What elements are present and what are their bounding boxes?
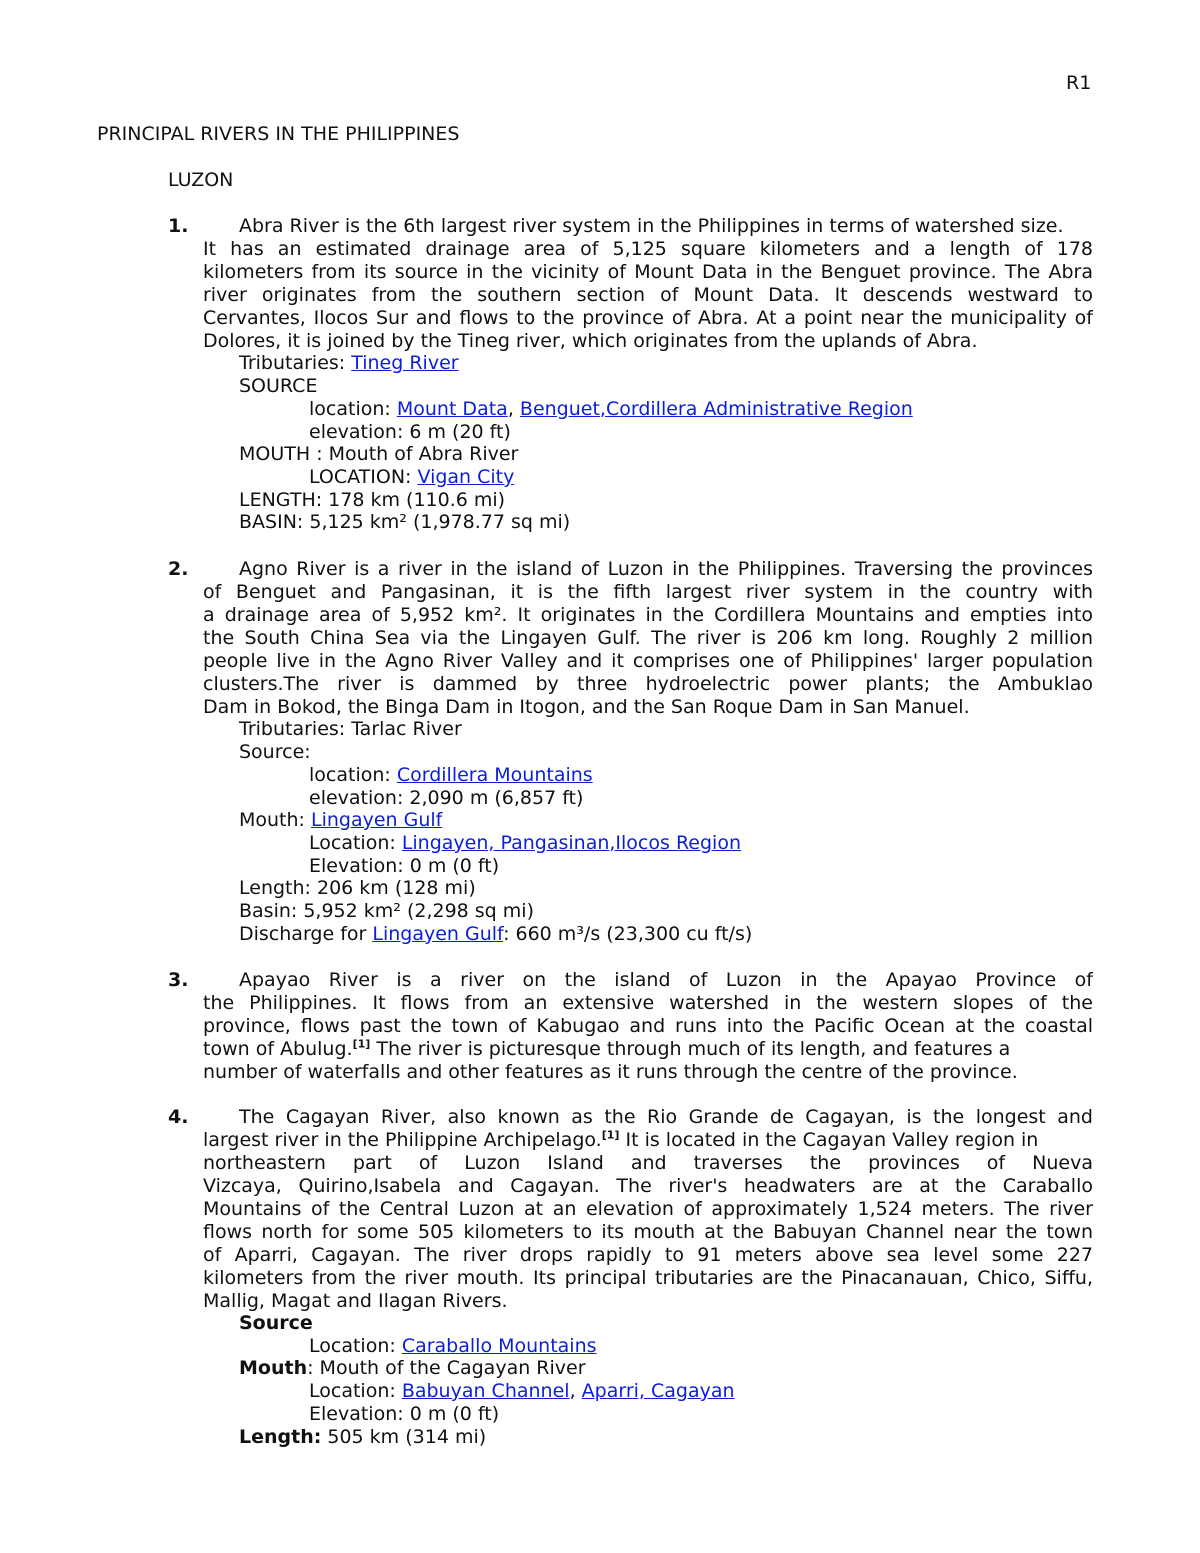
location-label: Location: bbox=[309, 832, 402, 854]
paragraph-line: kilometers from its source in the vicinity of Mount Data in the Benguet province. The Abra bbox=[203, 261, 1093, 283]
item-number: 3. bbox=[168, 969, 189, 991]
paragraph-line: It has an estimated drainage area of 5,125 square kilometers and a length of 178 bbox=[203, 238, 1093, 260]
paragraph-line: Vizcaya, Quirino,Isabela and Cagayan. The river's headwaters are at the Caraballo bbox=[203, 1175, 1093, 1197]
paragraph-line: Dolores, it is joined by the Tineg river, which originates from the uplands of Abra. bbox=[203, 330, 978, 352]
location-label: Location: bbox=[309, 1380, 402, 1402]
mouth-row bbox=[239, 809, 442, 832]
mouth-location-row bbox=[309, 466, 514, 489]
paragraph-line: flows north for some 505 kilometers to its mouth at the Babuyan Channel near the town bbox=[203, 1221, 1093, 1243]
document-title: PRINCIPAL RIVERS IN THE PHILIPPINES bbox=[97, 123, 460, 145]
paragraph-line: number of waterfalls and other features as it runs through the centre of the province. bbox=[203, 1061, 1018, 1083]
source-location-row bbox=[309, 398, 913, 421]
source-elevation: elevation: 2,090 m (6,857 ft) bbox=[309, 787, 584, 809]
paragraph-line: Agno River is a river in the island of Luzon in the Philippines. Traversing the provinces bbox=[239, 558, 1093, 580]
paragraph-line: of Benguet and Pangasinan, it is the fifth largest river system in the country with bbox=[203, 581, 1093, 603]
paragraph-line: Mountains of the Central Luzon at an elevation of approximately 1,524 meters. The river bbox=[203, 1198, 1093, 1220]
source-label: Source: bbox=[239, 741, 311, 763]
separator: , bbox=[599, 398, 606, 420]
paragraph-line: Abra River is the 6th largest river system in the Philippines in terms of watershed size. bbox=[239, 215, 1064, 237]
mouth-location-row bbox=[309, 1380, 735, 1403]
paragraph-line: northeastern part of Luzon Island and traverses the provinces of Nueva bbox=[203, 1152, 1093, 1174]
discharge-label: Discharge for bbox=[239, 923, 373, 945]
source-label: Source bbox=[239, 1312, 313, 1334]
length-label: Length: bbox=[239, 1426, 322, 1448]
paragraph-line: kilometers from the river mouth. Its principal tributaries are the Pinacanauan, Chico, Siffu, bbox=[203, 1267, 1093, 1289]
car-link[interactable]: Cordillera Administrative Region bbox=[605, 398, 913, 420]
aparri-cagayan-link[interactable]: Aparri, Cagayan bbox=[581, 1380, 735, 1402]
mouth-label: Mouth: bbox=[239, 809, 311, 831]
paragraph-line: the Philippines. It flows from an extensive watershed in the western slopes of the bbox=[203, 992, 1093, 1014]
paragraph-line: Dam in Bokod, the Binga Dam in Itogon, and the San Roque Dam in San Manuel. bbox=[203, 696, 970, 718]
footnote-ref[interactable]: [1] bbox=[352, 1037, 371, 1051]
vigan-city-link[interactable]: Vigan City bbox=[417, 466, 515, 488]
separator: , bbox=[507, 398, 520, 420]
paragraph-line: Mallig, Magat and Ilagan Rivers. bbox=[203, 1290, 508, 1312]
mouth-label: Mouth bbox=[239, 1357, 308, 1379]
mouth-value: : Mouth of the Cagayan River bbox=[307, 1357, 586, 1379]
paragraph-line: province, flows past the town of Kabugao and runs into the Pacific Ocean at the coastal bbox=[203, 1015, 1093, 1037]
item-number: 4. bbox=[168, 1106, 189, 1128]
ilocos-region-link[interactable]: Ilocos Region bbox=[615, 832, 741, 854]
paragraph-line: a drainage area of 5,952 km². It originates in the Cordillera Mountains and empties into bbox=[203, 604, 1093, 626]
location-label: Location: bbox=[309, 1335, 402, 1357]
region-heading: LUZON bbox=[168, 169, 234, 191]
basin-row: Basin: 5,952 km² (2,298 sq mi) bbox=[239, 900, 534, 922]
tributaries-row bbox=[239, 352, 459, 375]
lingayen-gulf-link[interactable]: Lingayen Gulf bbox=[311, 809, 443, 831]
paragraph-line: river originates from the southern section of Mount Data. It descends westward to bbox=[203, 284, 1093, 306]
mouth-location-row bbox=[309, 832, 741, 855]
item-number: 1. bbox=[168, 215, 189, 237]
paragraph-line: Apayao River is a river on the island of Luzon in the Apayao Province of bbox=[239, 969, 1093, 991]
source-elevation: elevation: 6 m (20 ft) bbox=[309, 421, 511, 443]
babuyan-channel-link[interactable]: Babuyan Channel bbox=[401, 1380, 570, 1402]
paragraph-line bbox=[203, 1038, 1010, 1061]
paragraph-line: The Cagayan River, also known as the Rio Grande de Cagayan, is the longest and bbox=[239, 1106, 1093, 1128]
page-mark: R1 bbox=[1066, 72, 1092, 94]
length-row bbox=[239, 1426, 486, 1449]
paragraph-line bbox=[203, 1129, 1038, 1152]
mouth-row bbox=[239, 1357, 586, 1380]
source-location-row bbox=[309, 1335, 597, 1358]
length-value: 505 km (314 mi) bbox=[321, 1426, 487, 1448]
length-row: LENGTH: 178 km (110.6 mi) bbox=[239, 489, 506, 511]
separator: , bbox=[569, 1380, 582, 1402]
line-text: largest river in the Philippine Archipelago. bbox=[203, 1129, 602, 1151]
discharge-value: : 660 m³/s (23,300 cu ft/s) bbox=[503, 923, 753, 945]
tributaries-row: Tributaries: Tarlac River bbox=[239, 718, 462, 740]
tributaries-label: Tributaries: bbox=[239, 352, 352, 374]
lingayen-gulf-link[interactable]: Lingayen Gulf bbox=[372, 923, 504, 945]
paragraph-line: people live in the Agno River Valley and it comprises one of Philippines' larger population bbox=[203, 650, 1093, 672]
basin-row: BASIN: 5,125 km² (1,978.77 sq mi) bbox=[239, 511, 571, 533]
tineg-river-link[interactable]: Tineg River bbox=[351, 352, 459, 374]
benguet-link[interactable]: Benguet bbox=[519, 398, 600, 420]
source-label: SOURCE bbox=[239, 375, 318, 397]
length-row: Length: 206 km (128 mi) bbox=[239, 877, 476, 899]
item-number: 2. bbox=[168, 558, 189, 580]
paragraph-line: the South China Sea via the Lingayen Gulf. The river is 206 km long. Roughly 2 million bbox=[203, 627, 1093, 649]
line-text: The river is picturesque through much of its length, and features a bbox=[370, 1038, 1011, 1060]
paragraph-line: Cervantes, Ilocos Sur and flows to the province of Abra. At a point near the municipality of bbox=[203, 307, 1093, 329]
location-label: location: bbox=[309, 764, 397, 786]
paragraph-line: clusters.The river is dammed by three hydroelectric power plants; the Ambuklao bbox=[203, 673, 1093, 695]
lingayen-pangasinan-link[interactable]: Lingayen, Pangasinan bbox=[401, 832, 610, 854]
source-location-row bbox=[309, 764, 593, 787]
mount-data-link[interactable]: Mount Data bbox=[396, 398, 508, 420]
caraballo-mountains-link[interactable]: Caraballo Mountains bbox=[401, 1335, 597, 1357]
mouth-elevation: Elevation: 0 m (0 ft) bbox=[309, 855, 500, 877]
mouth-elevation: Elevation: 0 m (0 ft) bbox=[309, 1403, 500, 1425]
location-label: location: bbox=[309, 398, 397, 420]
paragraph-line: of Aparri, Cagayan. The river drops rapidly to 91 meters above sea level some 227 bbox=[203, 1244, 1093, 1266]
discharge-row bbox=[239, 923, 752, 946]
separator: , bbox=[609, 832, 616, 854]
line-text: It is located in the Cagayan Valley region in bbox=[619, 1129, 1039, 1151]
cordillera-mountains-link[interactable]: Cordillera Mountains bbox=[396, 764, 593, 786]
mouth-row: MOUTH : Mouth of Abra River bbox=[239, 443, 519, 465]
line-text: town of Abulug. bbox=[203, 1038, 353, 1060]
location-label: LOCATION: bbox=[309, 466, 418, 488]
footnote-ref[interactable]: [1] bbox=[601, 1128, 620, 1142]
